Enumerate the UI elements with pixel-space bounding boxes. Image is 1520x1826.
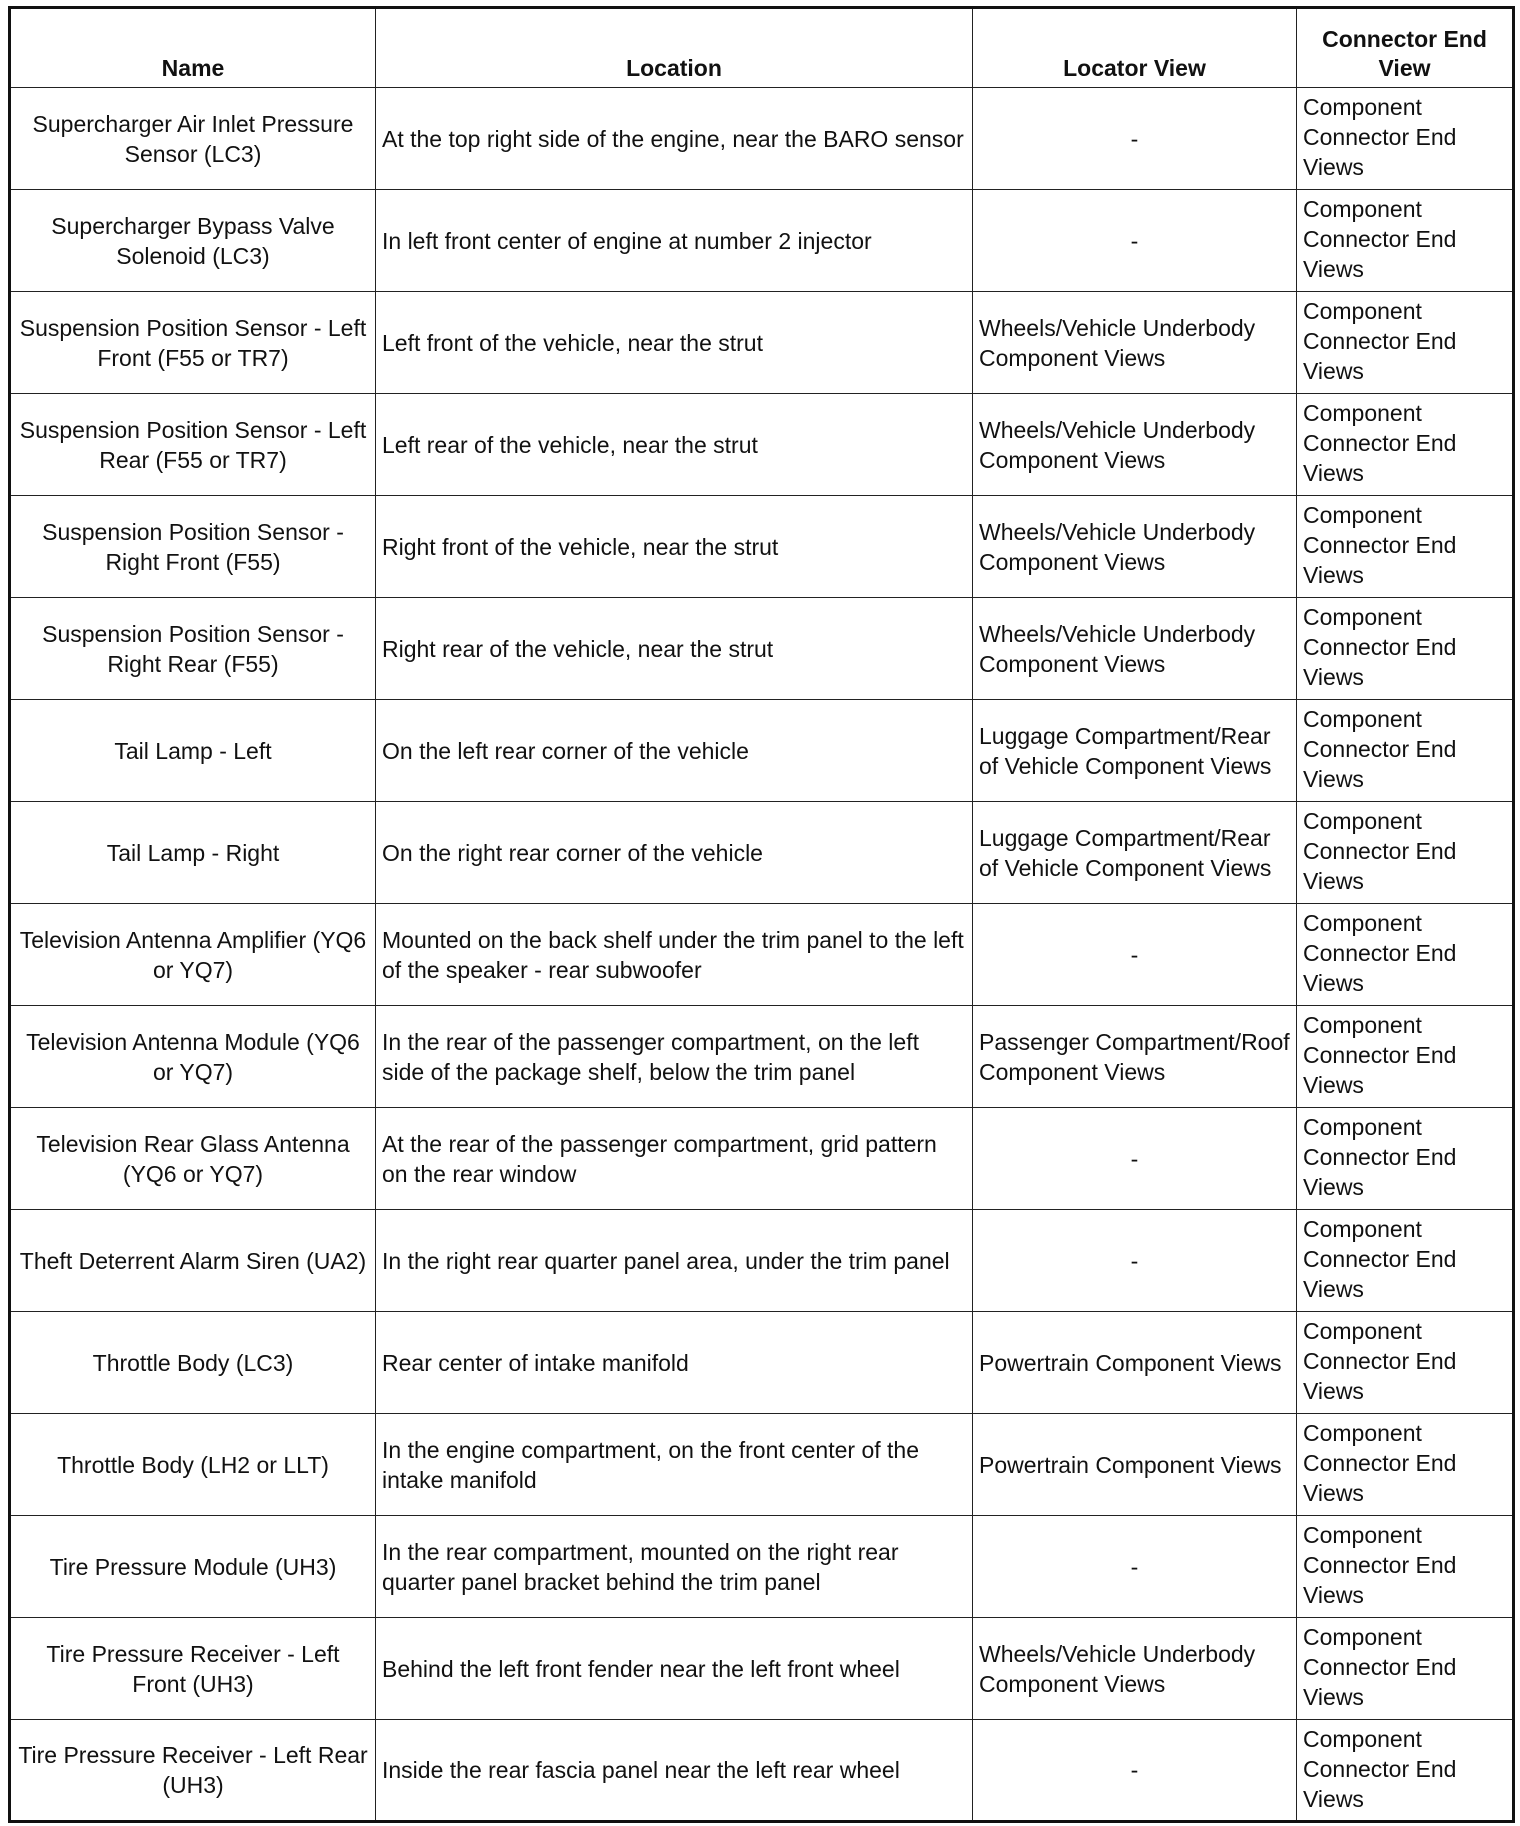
cell-location-text: In the rear compartment, mounted on the right rear quarter panel bracket behind the trim panel <box>382 1538 899 1595</box>
cell-locator-view <box>973 598 1297 700</box>
cell-name <box>10 1312 376 1414</box>
cell-location <box>376 1720 973 1822</box>
cell-locator-view-text: - <box>1130 227 1139 254</box>
cell-connector-end-view <box>1297 1108 1514 1210</box>
cell-name-text: Television Antenna Amplifier (YQ6 or YQ7) <box>19 926 367 983</box>
cell-name-text: Suspension Position Sensor - Right Front (F55) <box>42 518 344 575</box>
cell-connector-end-view-text: Component Connector End Views <box>1303 706 1457 792</box>
table-row <box>10 904 1514 1006</box>
cell-location-text: Left rear of the vehicle, near the strut <box>382 431 758 458</box>
cell-location-text: Right front of the vehicle, near the strut <box>382 533 779 560</box>
component-locator-table <box>8 6 1515 1823</box>
cell-locator-view <box>973 1618 1297 1720</box>
cell-connector-end-view-text: Component Connector End Views <box>1303 1216 1457 1302</box>
cell-connector-end-view-text: Component Connector End Views <box>1303 1522 1457 1608</box>
cell-name <box>10 904 376 1006</box>
cell-name <box>10 292 376 394</box>
table-row <box>10 1108 1514 1210</box>
cell-locator-view <box>973 700 1297 802</box>
cell-location-text: At the top right side of the engine, near the BARO sensor <box>382 125 964 152</box>
cell-location <box>376 1108 973 1210</box>
cell-location-text: In left front center of engine at number 2 injector <box>382 227 872 254</box>
table-row <box>10 394 1514 496</box>
cell-location <box>376 904 973 1006</box>
cell-name-text: Theft Deterrent Alarm Siren (UA2) <box>19 1247 367 1274</box>
cell-connector-end-view <box>1297 1414 1514 1516</box>
cell-name <box>10 1618 376 1720</box>
cell-name-text: Suspension Position Sensor - Right Rear (F55) <box>42 620 344 677</box>
cell-connector-end-view <box>1297 88 1514 190</box>
header-name: Name <box>10 8 376 88</box>
cell-location-text: In the rear of the passenger compartment, on the left side of the package shelf, below the trim panel <box>382 1028 919 1085</box>
cell-name-text: Television Rear Glass Antenna (YQ6 or YQ7) <box>36 1130 350 1187</box>
cell-connector-end-view <box>1297 496 1514 598</box>
cell-locator-view-text: Wheels/Vehicle Underbody Component Views <box>979 620 1256 677</box>
cell-location-text: Inside the rear fascia panel near the left rear wheel <box>382 1757 900 1783</box>
cell-location <box>376 802 973 904</box>
cell-connector-end-view-text: Component Connector End Views <box>1303 1318 1457 1404</box>
table-row <box>10 190 1514 292</box>
cell-location <box>376 1618 973 1720</box>
cell-connector-end-view <box>1297 1210 1514 1312</box>
cell-locator-view-text: Passenger Compartment/Roof Component Views <box>979 1028 1290 1085</box>
cell-locator-view-text: - <box>1130 941 1139 968</box>
cell-connector-end-view <box>1297 904 1514 1006</box>
cell-name <box>10 496 376 598</box>
cell-location <box>376 1210 973 1312</box>
cell-locator-view-text: Powertrain Component Views <box>979 1349 1282 1376</box>
table-row <box>10 1720 1514 1822</box>
cell-locator-view-text: Wheels/Vehicle Underbody Component Views <box>979 314 1256 371</box>
cell-name <box>10 802 376 904</box>
cell-locator-view <box>973 292 1297 394</box>
cell-name <box>10 88 376 190</box>
cell-locator-view-text: - <box>1130 1247 1139 1274</box>
cell-locator-view <box>973 904 1297 1006</box>
cell-connector-end-view <box>1297 598 1514 700</box>
table-row <box>10 1516 1514 1618</box>
cell-connector-end-view <box>1297 1006 1514 1108</box>
cell-name-text: Throttle Body (LC3) <box>92 1349 294 1376</box>
cell-locator-view-text: Wheels/Vehicle Underbody Component Views <box>979 518 1256 575</box>
cell-name-text: Supercharger Bypass Valve Solenoid (LC3) <box>51 212 335 269</box>
cell-locator-view <box>973 1210 1297 1312</box>
cell-location-text: Behind the left front fender near the left front wheel <box>382 1655 900 1682</box>
cell-connector-end-view-text: Component Connector End Views <box>1303 196 1457 282</box>
cell-connector-end-view <box>1297 1720 1514 1822</box>
table-row <box>10 1618 1514 1720</box>
cell-connector-end-view-text: Component Connector End Views <box>1303 910 1457 996</box>
cell-location <box>376 1414 973 1516</box>
cell-location <box>376 496 973 598</box>
cell-locator-view-text: Powertrain Component Views <box>979 1451 1282 1478</box>
cell-location <box>376 1516 973 1618</box>
cell-location <box>376 190 973 292</box>
cell-connector-end-view-text: Component Connector End Views <box>1303 1420 1457 1506</box>
cell-location <box>376 1006 973 1108</box>
cell-location <box>376 88 973 190</box>
cell-connector-end-view <box>1297 292 1514 394</box>
table-row <box>10 1414 1514 1516</box>
cell-connector-end-view <box>1297 394 1514 496</box>
cell-location-text: At the rear of the passenger compartment, grid pattern on the rear window <box>382 1130 937 1187</box>
cell-name-text: Tire Pressure Module (UH3) <box>49 1553 337 1580</box>
header-locator-view: Locator View <box>973 8 1297 88</box>
cell-locator-view-text: Wheels/Vehicle Underbody Component Views <box>979 1640 1256 1697</box>
cell-name-text: Tire Pressure Receiver - Left Front (UH3) <box>46 1640 340 1697</box>
cell-locator-view <box>973 496 1297 598</box>
cell-connector-end-view <box>1297 190 1514 292</box>
table-row <box>10 1312 1514 1414</box>
table-row <box>10 802 1514 904</box>
cell-name <box>10 1720 376 1822</box>
cell-connector-end-view <box>1297 700 1514 802</box>
cell-locator-view-text: Wheels/Vehicle Underbody Component Views <box>979 416 1256 473</box>
cell-connector-end-view-text: Component Connector End Views <box>1303 94 1457 180</box>
component-locator-table-page <box>8 6 1515 1823</box>
cell-connector-end-view-text: Component Connector End Views <box>1303 1726 1457 1812</box>
cell-location <box>376 598 973 700</box>
cell-name <box>10 598 376 700</box>
cell-locator-view-text: - <box>1130 125 1139 152</box>
cell-connector-end-view-text: Component Connector End Views <box>1303 298 1457 384</box>
cell-locator-view-text: - <box>1130 1757 1139 1783</box>
cell-name-text: Suspension Position Sensor - Left Rear (F55 or TR7) <box>19 416 367 473</box>
cell-name <box>10 1516 376 1618</box>
cell-locator-view <box>973 190 1297 292</box>
header-location: Location <box>376 8 973 88</box>
cell-locator-view <box>973 1720 1297 1822</box>
table-row <box>10 496 1514 598</box>
table-row <box>10 88 1514 190</box>
cell-name <box>10 700 376 802</box>
cell-location-text: Left front of the vehicle, near the strut <box>382 329 763 356</box>
cell-name <box>10 1108 376 1210</box>
cell-name-text: Tail Lamp - Left <box>114 737 272 764</box>
table-body <box>10 88 1514 1822</box>
cell-location <box>376 700 973 802</box>
cell-location <box>376 394 973 496</box>
table-row <box>10 598 1514 700</box>
cell-location-text: Mounted on the back shelf under the trim panel to the left of the speaker - rear subwoofer <box>382 926 964 983</box>
cell-locator-view <box>973 394 1297 496</box>
cell-location <box>376 1312 973 1414</box>
cell-location-text: Right rear of the vehicle, near the strut <box>382 635 774 662</box>
cell-name-text: Throttle Body (LH2 or LLT) <box>57 1451 329 1478</box>
cell-connector-end-view-text: Component Connector End Views <box>1303 502 1457 588</box>
cell-name <box>10 190 376 292</box>
table-header-row <box>10 8 1514 88</box>
cell-location-text: In the engine compartment, on the front center of the intake manifold <box>382 1436 919 1493</box>
table-row <box>10 700 1514 802</box>
table-row <box>10 1210 1514 1312</box>
cell-name-text: Supercharger Air Inlet Pressure Sensor (LC3) <box>32 110 354 167</box>
cell-locator-view <box>973 1312 1297 1414</box>
cell-locator-view <box>973 802 1297 904</box>
cell-locator-view <box>973 1108 1297 1210</box>
cell-connector-end-view-text: Component Connector End Views <box>1303 1012 1457 1098</box>
cell-connector-end-view-text: Component Connector End Views <box>1303 1624 1457 1710</box>
cell-locator-view-text: Luggage Compartment/Rear of Vehicle Component Views <box>979 824 1272 881</box>
cell-connector-end-view <box>1297 802 1514 904</box>
cell-locator-view-text: Luggage Compartment/Rear of Vehicle Component Views <box>979 722 1272 779</box>
cell-name <box>10 1414 376 1516</box>
cell-name-text: Suspension Position Sensor - Left Front (F55 or TR7) <box>19 314 367 371</box>
cell-name <box>10 394 376 496</box>
table-row <box>10 1006 1514 1108</box>
cell-location-text: Rear center of intake manifold <box>382 1349 689 1376</box>
cell-location-text: On the left rear corner of the vehicle <box>382 737 749 764</box>
cell-locator-view-text: - <box>1130 1145 1139 1172</box>
cell-name-text: Tire Pressure Receiver - Left Rear (UH3) <box>18 1742 368 1798</box>
header-connector-end-view: Connector End View <box>1297 8 1514 88</box>
cell-locator-view <box>973 1414 1297 1516</box>
cell-locator-view <box>973 1516 1297 1618</box>
cell-locator-view-text: - <box>1130 1553 1139 1580</box>
cell-name-text: Tail Lamp - Right <box>106 839 280 866</box>
cell-connector-end-view-text: Component Connector End Views <box>1303 604 1457 690</box>
cell-connector-end-view-text: Component Connector End Views <box>1303 1114 1457 1200</box>
cell-connector-end-view-text: Component Connector End Views <box>1303 400 1457 486</box>
cell-connector-end-view <box>1297 1618 1514 1720</box>
cell-name <box>10 1006 376 1108</box>
cell-location-text: In the right rear quarter panel area, under the trim panel <box>382 1247 950 1274</box>
cell-name-text: Television Antenna Module (YQ6 or YQ7) <box>26 1028 360 1085</box>
cell-connector-end-view <box>1297 1312 1514 1414</box>
cell-locator-view <box>973 1006 1297 1108</box>
cell-locator-view <box>973 88 1297 190</box>
table-row <box>10 292 1514 394</box>
cell-connector-end-view <box>1297 1516 1514 1618</box>
cell-connector-end-view-text: Component Connector End Views <box>1303 808 1457 894</box>
cell-location <box>376 292 973 394</box>
cell-name <box>10 1210 376 1312</box>
cell-location-text: On the right rear corner of the vehicle <box>382 839 763 866</box>
